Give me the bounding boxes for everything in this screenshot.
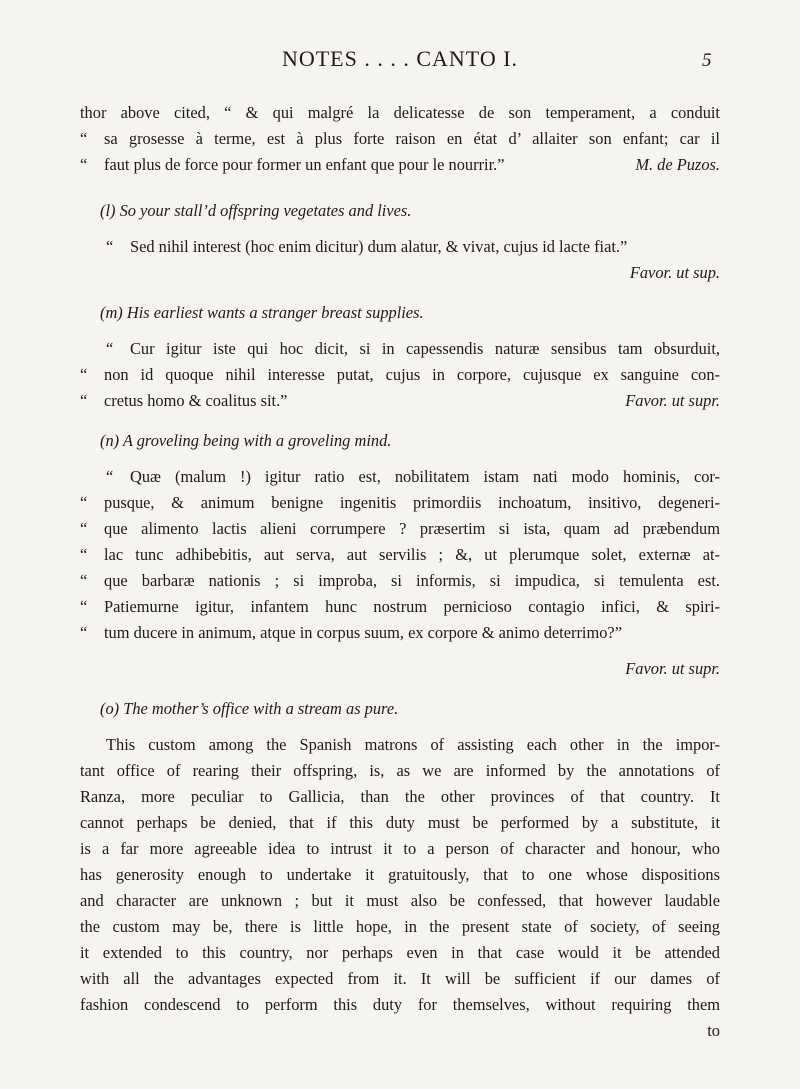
quote-mark: “: [80, 129, 88, 148]
text-line: [80, 336, 720, 362]
text-line-body: Quæ (malum !) igitur ratio est, nobilitatem istam nati modo hominis, cor-: [130, 467, 720, 486]
text-line: [80, 568, 720, 594]
quote-mark: “: [80, 519, 88, 538]
attribution: Favor. ut sup.: [629, 263, 720, 282]
note-heading: (o) The mother’s office with a stream as pure.: [100, 699, 399, 718]
page-number: 5: [702, 50, 712, 71]
text-line: the custom may be, there is little hope, in the present state of society, of seeing: [80, 917, 720, 936]
attribution: Favor. ut supr.: [625, 659, 720, 678]
quote-mark: “: [106, 467, 114, 486]
text-line-body: lac tunc adhibebitis, aut serva, aut servilis ; &, ut plerumque solet, externæ at-: [104, 545, 720, 564]
text-line: [80, 234, 720, 260]
text-line: fashion condescend to perform this duty for themselves, without requiring them: [80, 995, 720, 1014]
text-line-body: cretus homo & coalitus sit.”: [104, 391, 288, 410]
text-line-body: non id quoque nihil interesse putat, cujus in corpore, cujusque ex sanguine con-: [104, 365, 720, 384]
text-line: [80, 490, 720, 516]
text-line: thor above cited, “ & qui malgré la delicatesse de son temperament, a conduit: [80, 103, 720, 122]
attribution: Favor. ut supr.: [625, 391, 720, 410]
quote-mark: “: [80, 155, 88, 174]
attribution: M. de Puzos.: [635, 155, 720, 174]
quote-mark: “: [80, 493, 88, 512]
page-content: [80, 100, 720, 1044]
text-line: is a far more agreeable idea to intrust it to a person of character and honour, who: [80, 839, 720, 858]
quote-mark: “: [80, 597, 88, 616]
text-line: it extended to this country, nor perhaps even in that case would it be attended: [80, 943, 720, 962]
text-line: [80, 126, 720, 152]
text-line-body: Patiemurne igitur, infantem hunc nostrum pernicioso contagio infici, & spiri-: [104, 597, 720, 616]
text-line: has generosity enough to undertake it gratuitously, that to one whose dispositions: [80, 865, 720, 884]
text-line: [80, 516, 720, 542]
text-line-body: faut plus de force pour former un enfant que pour le nourrir.”: [104, 155, 505, 174]
text-line: [80, 542, 720, 568]
text-line: [80, 620, 720, 646]
quote-mark: “: [80, 571, 88, 590]
text-line-body: que alimento lactis alieni corrumpere ? præsertim si ista, quam ad præbendum: [104, 519, 720, 538]
text-line: cannot perhaps be denied, that if this duty must be performed by a substitute, it: [80, 813, 720, 832]
text-line-body: pusque, & animum benigne ingenitis primordiis inchoatum, insitivo, degeneri-: [104, 493, 720, 512]
running-header: NOTES . . . . CANTO I.: [281, 46, 519, 71]
text-line: Ranza, more peculiar to Gallicia, than the other provinces of that country. It: [80, 787, 720, 806]
text-line: and character are unknown ; but it must also be confessed, that however laudable: [80, 891, 720, 910]
text-line: [80, 594, 720, 620]
quote-mark: “: [106, 339, 114, 358]
quote-mark: “: [80, 391, 88, 410]
note-heading: (n) A groveling being with a groveling mind.: [100, 431, 392, 450]
quote-mark: “: [106, 237, 114, 256]
note-heading: (l) So your stall’d offspring vegetates and lives.: [100, 201, 412, 220]
quote-mark: “: [80, 365, 88, 384]
text-line: [80, 362, 720, 388]
quote-mark: “: [80, 623, 88, 642]
catchword: to: [707, 1021, 720, 1040]
text-line: [80, 388, 720, 414]
text-line: This custom among the Spanish matrons of assisting each other in the impor-: [106, 735, 720, 754]
quote-mark: “: [80, 545, 88, 564]
text-line: [80, 464, 720, 490]
text-line-body: sa grosesse à terme, est à plus forte raison en état d’ allaiter son enfant; car il: [104, 129, 720, 148]
note-heading: (m) His earliest wants a stranger breast supplies.: [100, 303, 424, 322]
text-line-body: Cur igitur iste qui hoc dicit, si in capessendis naturæ sensibus tam obsurduit,: [130, 339, 720, 358]
text-line: with all the advantages expected from it. It will be sufficient if our dames of: [80, 969, 720, 988]
text-line-body: que barbaræ nationis ; si improba, si informis, si impudica, si temulenta est.: [104, 571, 720, 590]
text-line-body: tum ducere in animum, atque in corpus suum, ex corpore & animo deterrimo?”: [104, 623, 622, 642]
text-line: tant office of rearing their offspring, is, as we are informed by the annotations of: [80, 761, 720, 780]
text-line-body: Sed nihil interest (hoc enim dicitur) dum alatur, & vivat, cujus id lacte fiat.”: [130, 237, 628, 256]
text-line: [80, 152, 720, 178]
